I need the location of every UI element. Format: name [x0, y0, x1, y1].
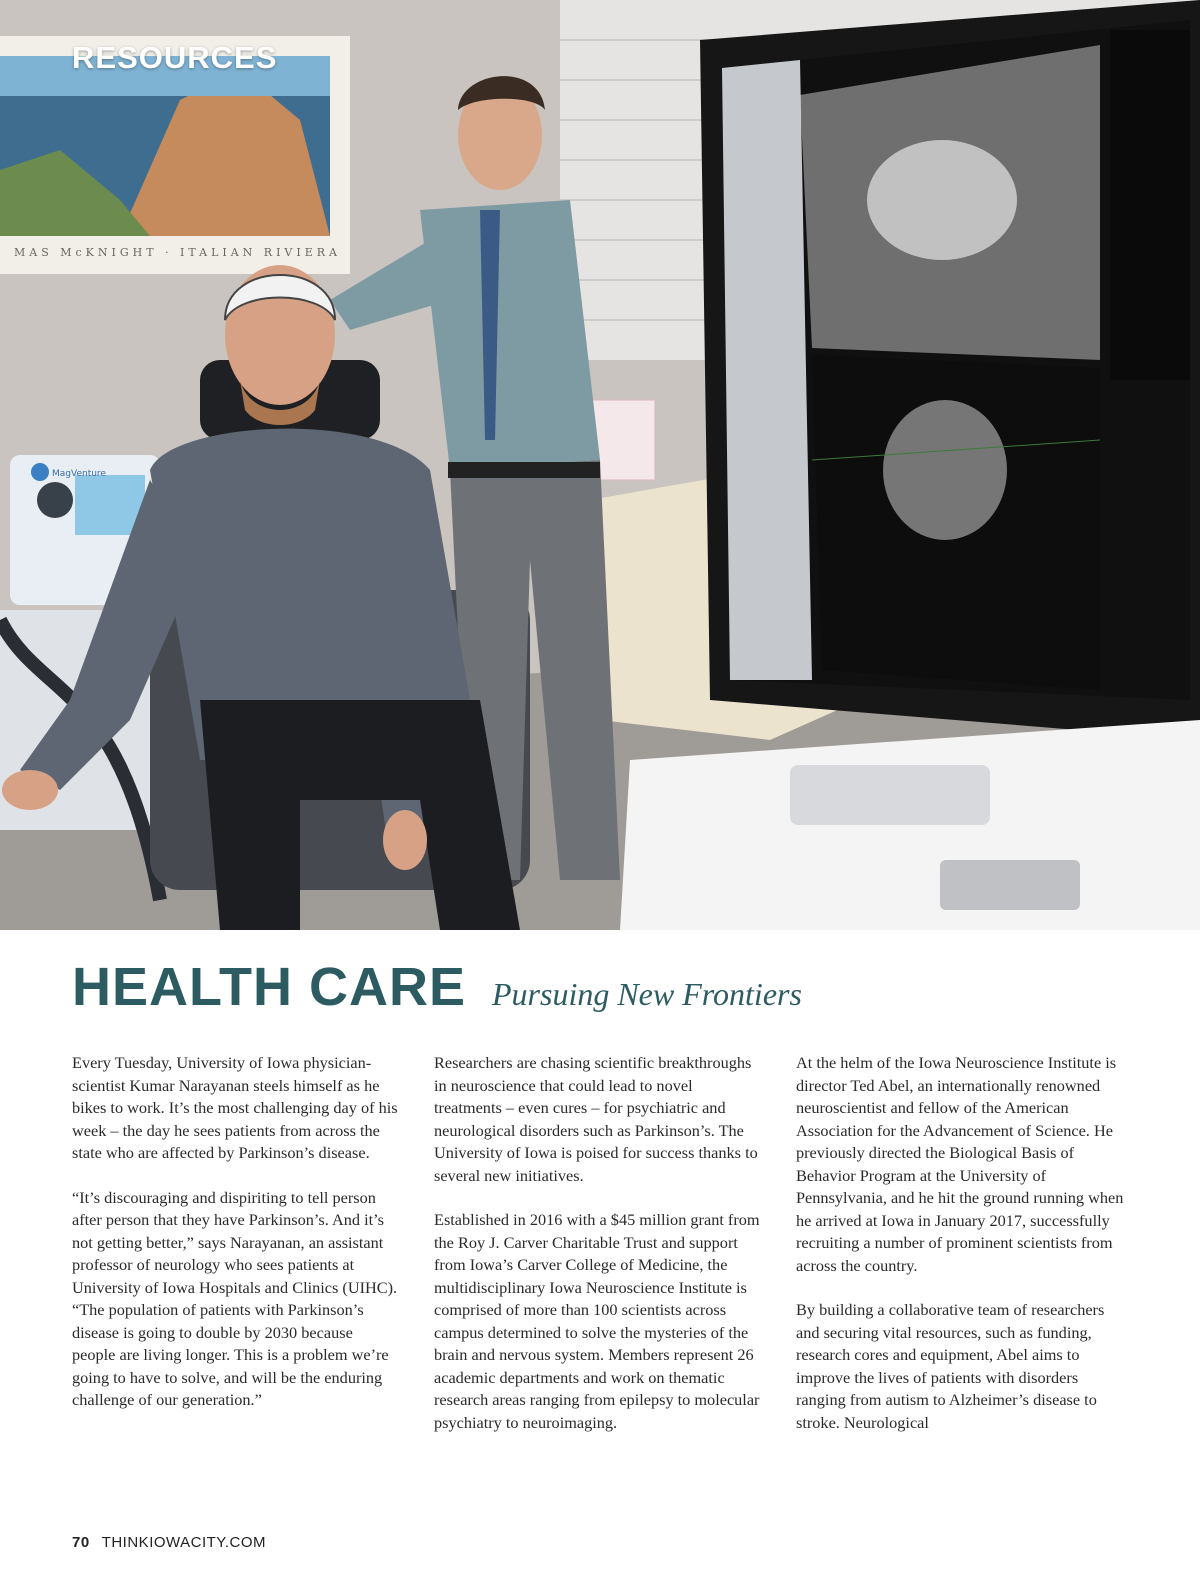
article-title: HEALTH CARE — [72, 957, 466, 1017]
site-url: THINKIOWACITY.COM — [101, 1534, 267, 1551]
paragraph: “It’s discouraging and dispiriting to tell person after person that they have Parkinson’s. And it’s not getting better,” says Narayanan, an assistant professor of neurology who sees patients at University of Iowa Hospitals and Clinics (UIHC). “The population of patients with Parkinson’s disease is going to double by 2030 because people are living longer. This is a problem we’re going to have to solve, and will be the enduring challenge of our generation.” — [72, 1187, 398, 1409]
paragraph: Established in 2016 with a $45 million grant from the Roy J. Carver Charitable Trust and support from Iowa’s Carver College of Medicine, the multidisciplinary Iowa Neuroscience Institute is comprised of more than 100 scientists across campus determined to solve the mysteries of the brain and nervous system. Members represent 26 academic departments and work on thematic research areas ranging from epilepsy to molecular psychiatry to neuroimaging. — [434, 1210, 760, 1432]
column-2 — [434, 1052, 762, 1456]
article-subtitle: Pursuing New Frontiers — [491, 976, 802, 1012]
paragraph: By building a collaborative team of researchers and securing vital resources, such as funding, research cores and equipment, Abel aims to improve the lives of patients with disorders ranging from autism to Alzheimer’s disease to stroke. Neurological — [796, 1300, 1105, 1432]
column-1 — [72, 1052, 400, 1456]
paragraph: Researchers are chasing scientific breakthroughs in neuroscience that could lead to novel treatments – even cures – for psychiatric and neurological disorders such as Parkinson’s. The University of Iowa is poised for success thanks to several new initiatives. — [434, 1053, 758, 1185]
mri-monitor — [700, 0, 1200, 740]
article-body — [72, 1052, 1124, 1456]
poster-caption: MAS McKNIGHT · ITALIAN RIVIERA — [14, 246, 341, 259]
section-label: RESOURCES — [72, 40, 278, 75]
page-footer — [72, 1534, 266, 1551]
paragraph: Every Tuesday, University of Iowa physician-scientist Kumar Narayanan steels himself as he bikes to work. It’s the most challenging day of his week – the day he sees patients from across the state who are affected by Parkinson’s disease. — [72, 1053, 398, 1162]
paragraph: At the helm of the Iowa Neuroscience Institute is director Ted Abel, an internationally renowned neuroscientist and fellow of the American Association for the Advancement of Science. He previously directed the Biological Basis of Behavior Program at the University of Pennsylvania, and he hit the ground running when he arrived at Iowa in January 2017, successfully recruiting a number of prominent scientists from across the country. — [796, 1053, 1124, 1275]
article-headline — [72, 955, 802, 1020]
column-3 — [796, 1052, 1124, 1456]
device-label: MagVenture — [52, 469, 106, 479]
page-number: 70 — [72, 1534, 90, 1551]
